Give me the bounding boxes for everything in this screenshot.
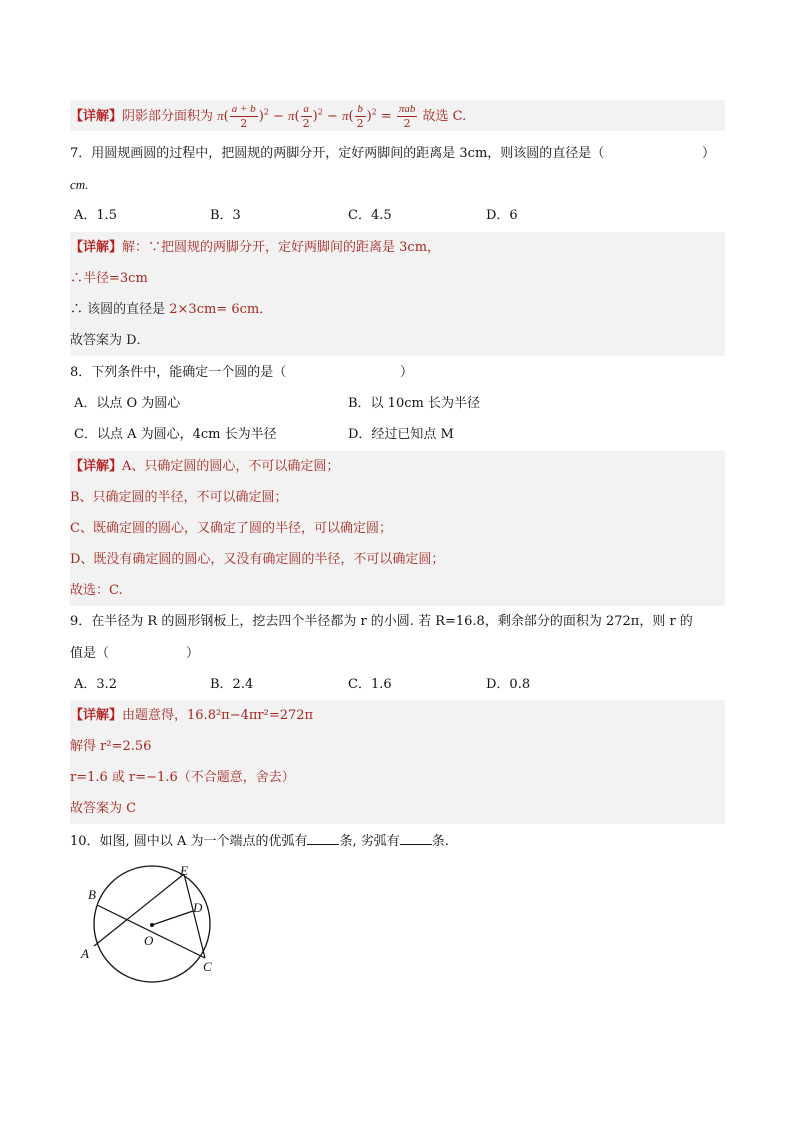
solution-6-text: 阴影部分面积为 π( $\frac{a + b}{2}$ )$^2$ − π( $\frac{a}{2}$ )$^2$ − π( $\frac{b}{2}$ )$^2$ = $\frac{\text{πab}}{2}$ 故选 C. xyxy=(122,103,467,130)
solution-8-line-3: C、既确定圆的圆心，又确定了圆的半径，可以确定圆； xyxy=(70,513,725,544)
question-10-stem: 10．如图, 圆中以 A 为一个端点的优弧有 条, 劣弧有 条. xyxy=(70,826,725,857)
solution-label: 【详解】 xyxy=(70,708,123,723)
option-b: B．以 10cm 长为半径 xyxy=(348,396,480,411)
question-7-options xyxy=(70,200,725,231)
solution-label: 【详解】 xyxy=(70,109,123,124)
solution-9-line-1: 【详解】由题意得，16.8²π−4πr²=272π xyxy=(70,700,725,731)
label-b: B xyxy=(88,887,96,902)
option-c: C．4.5 xyxy=(348,208,392,223)
solution-6 xyxy=(70,100,725,131)
question-9-stem-1: 9．在半径为 R 的圆形钢板上，挖去四个半径都为 r 的小圆. 若 R=16.8，剩余部分的面积为 272π，则 r 的 xyxy=(70,614,693,629)
solution-7-line-1: 【详解】解：∵把圆规的两脚分开，定好两脚间的距离是 3cm， xyxy=(70,232,725,263)
solution-label: 【详解】 xyxy=(70,459,123,474)
label-d: D xyxy=(193,900,203,915)
question-8-close: ） xyxy=(400,365,414,380)
solution-9-line-2: 解得 r²=2.56 xyxy=(70,731,725,762)
solution-9-line-3: r=1.6 或 r=−1.6（不合题意，舍去） xyxy=(70,762,725,793)
question-7-stem: 7．用圆规画圆的过程中，把圆规的两脚分开，定好两脚间的距离是 3cm，则该圆的直径是（ ） xyxy=(70,138,725,169)
question-8-options-row-2 xyxy=(70,419,725,450)
option-b: B．2.4 xyxy=(210,677,254,692)
segment-e-c xyxy=(184,874,205,958)
question-8-options-row-1 xyxy=(70,388,725,419)
question-9-close: ） xyxy=(186,646,200,661)
option-c: C．1.6 xyxy=(348,677,392,692)
segment-o-d xyxy=(152,911,193,925)
question-9-options xyxy=(70,669,725,700)
question-9-stem-2: 值是（ ） xyxy=(70,638,725,669)
label-c: C xyxy=(203,959,212,974)
option-d: D．经过已知点 M xyxy=(348,427,454,442)
option-d: D．6 xyxy=(486,208,518,223)
question-7-unit: cm. xyxy=(70,177,89,192)
solution-8-line-2: B、只确定圆的半径，不可以确定圆； xyxy=(70,482,725,513)
solution-7-line-2: ∴半径=3cm xyxy=(70,263,725,294)
answer-blank-major-arcs[interactable] xyxy=(307,830,339,845)
option-b: B．3 xyxy=(210,208,241,223)
option-a: A．1.5 xyxy=(74,208,118,223)
label-e: E xyxy=(180,863,188,878)
solution-label: 【详解】 xyxy=(70,240,123,255)
option-a: A．以点 O 为圆心 xyxy=(74,396,181,411)
option-a: A．3.2 xyxy=(74,677,118,692)
solution-9-line-4: 故答案为 C xyxy=(70,793,725,824)
question-7-close: ） xyxy=(702,146,716,161)
circle-figure xyxy=(78,858,228,984)
center-point xyxy=(150,923,154,927)
question-8-stem: 8．下列条件中，能确定一个圆的是（ ） xyxy=(70,357,725,388)
label-o: O xyxy=(144,933,154,948)
label-a: A xyxy=(81,946,89,961)
solution-7-line-3: ∴ 该圆的直径是 2×3cm= 6cm． xyxy=(70,294,725,325)
answer-blank-minor-arcs[interactable] xyxy=(400,830,432,845)
solution-8-line-5: 故选：C. xyxy=(70,575,725,606)
solution-8-line-1: 【详解】A、只确定圆的圆心，不可以确定圆； xyxy=(70,451,725,482)
solution-8-line-4: D、既没有确定圆的圆心，又没有确定圆的半径，不可以确定圆； xyxy=(70,544,725,575)
solution-7-line-4: 故答案为 D． xyxy=(70,325,725,356)
option-d: D．0.8 xyxy=(486,677,531,692)
option-c: C．以点 A 为圆心，4cm 长为半径 xyxy=(74,427,277,442)
